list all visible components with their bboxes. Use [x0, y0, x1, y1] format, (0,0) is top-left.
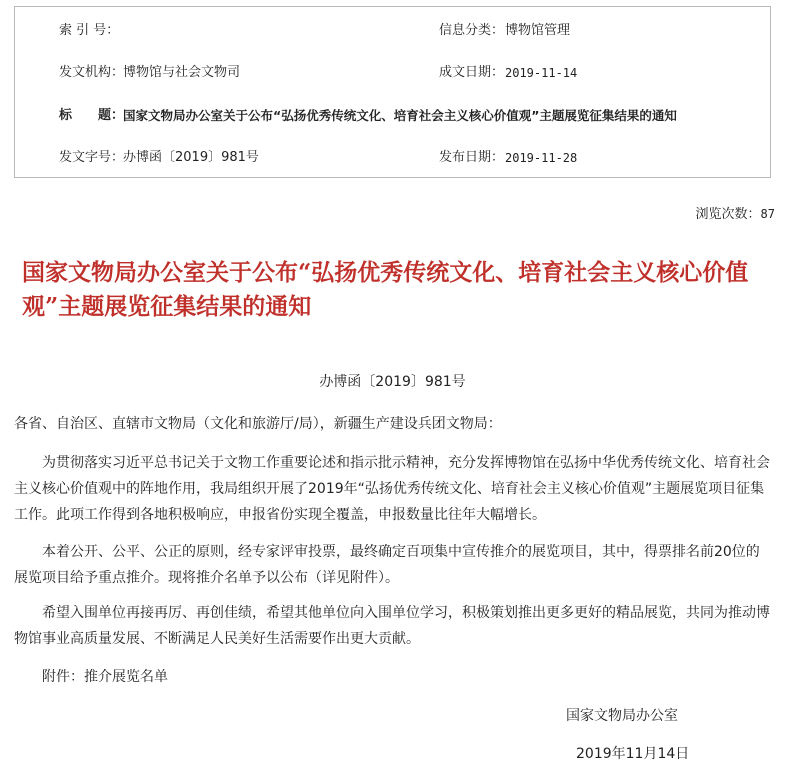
- category-value: 博物馆管理: [505, 23, 571, 38]
- salutation: 各省、自治区、直辖市文物局（文化和旅游厅/局），新疆生产建设兵团文物局：: [14, 416, 502, 432]
- signature-organization: 国家文物局办公室: [566, 708, 678, 724]
- view-count-label: 浏览次数：: [695, 207, 761, 222]
- signature-date: 2019年11月14日: [576, 746, 690, 762]
- paragraph-1: 为贯彻落实习近平总书记关于文物工作重要论述和指示批示精神，充分发挥博物馆在弘扬中华优秀传统文化、培育社会主义核心价值观中的阵地作用，我局组织开展了2019年“弘扬优秀传统文化、培育社会主义核心价值观”主题展览项目征集工作。此项工作得到各地积极响应，申报省份实现全覆盖，申报数量比往年大幅增长。: [14, 455, 770, 523]
- view-count: [696, 203, 775, 222]
- category-label: 信息分类：: [439, 23, 505, 38]
- written-date-label: 成文日期：: [439, 65, 505, 80]
- publish-date-label: 发布日期：: [439, 150, 505, 165]
- doc-number-value: 办博函〔2019〕981号: [123, 150, 259, 165]
- article-doc-number: 办博函〔2019〕981号: [319, 374, 466, 390]
- index-label: 索 引 号：: [59, 23, 120, 38]
- issuer-value: 博物馆与社会文物司: [123, 65, 241, 80]
- meta-row-index: [15, 20, 770, 42]
- written-date-value: 2019-11-14: [505, 66, 578, 80]
- meta-row-issuer: [15, 62, 770, 84]
- meta-row-doc-number: [15, 147, 770, 169]
- meta-row-title: [15, 105, 770, 127]
- publish-date-value: 2019-11-28: [505, 151, 578, 165]
- title-label: 标 题：: [59, 108, 125, 123]
- article-title: 国家文物局办公室关于公布“弘扬优秀传统文化、培育社会主义核心价值观”主题展览征集结果的通知: [22, 259, 749, 320]
- attachment-link[interactable]: 附件：推介展览名单: [42, 669, 168, 685]
- issuer-label: 发文机构：: [59, 65, 125, 80]
- doc-number-label: 发文字号：: [59, 150, 125, 165]
- paragraph-3: 希望入围单位再接再厉、再创佳绩，希望其他单位向入围单位学习，积极策划推出更多更好的精品展览，共同为推动博物馆事业高质量发展、不断满足人民美好生活需要作出更大贡献。: [14, 605, 770, 647]
- document-metadata-box: [14, 6, 771, 178]
- paragraph-2: 本着公开、公平、公正的原则，经专家评审投票，最终确定百项集中宣传推介的展览项目，其中，得票排名前20位的展览项目给予重点推介。现将推介名单予以公布（详见附件）。: [14, 544, 760, 586]
- view-count-value: 87: [760, 207, 775, 221]
- title-value: 国家文物局办公室关于公布“弘扬优秀传统文化、培育社会主义核心价值观”主题展览征集结果的通知: [123, 108, 677, 123]
